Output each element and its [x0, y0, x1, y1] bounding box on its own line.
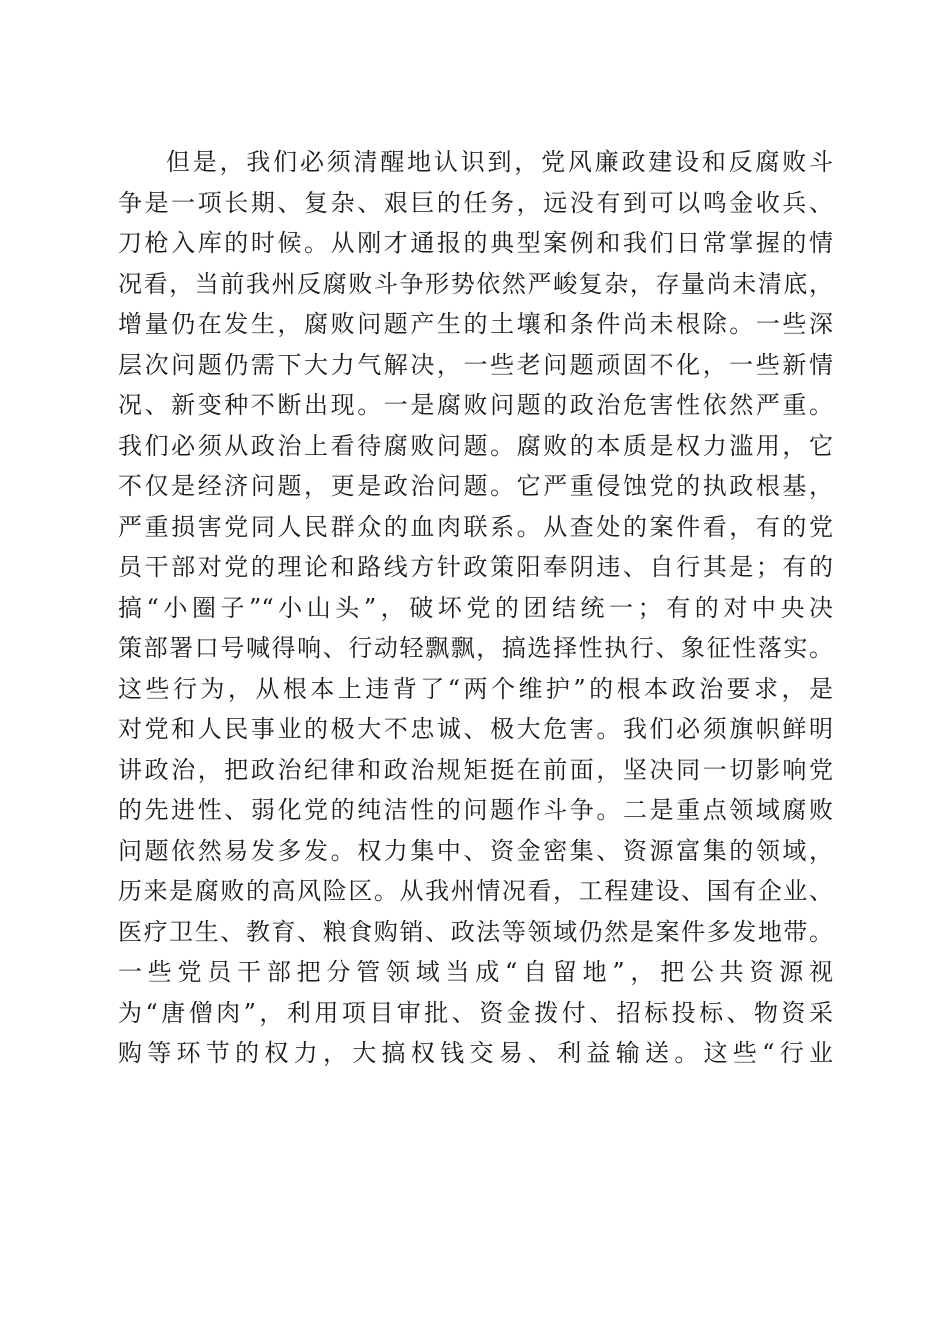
text-line: 讲政治，把政治纪律和政治规矩挺在前面，坚决同一切影响党: [118, 755, 833, 784]
text-line: 购等环节的权力，大搞权钱交易、利益输送。这些“行业: [118, 1039, 833, 1067]
text-line: 况看，当前我州反腐败斗争形势依然严峻复杂，存量尚未清底，: [118, 269, 833, 298]
text-line: 一些党员干部把分管领域当成“自留地”，把公共资源视: [118, 958, 833, 986]
text-line: 的先进性、弱化党的纯洁性的问题作斗争。二是重点领域腐败: [118, 796, 833, 824]
text-line: 历来是腐败的高风险区。从我州情况看，工程建设、国有企业、: [118, 877, 833, 905]
body-paragraph: [118, 142, 833, 1074]
text-line: 策部署口号喊得响、行动轻飘飘，搞选择性执行、象征性落实。: [118, 634, 833, 662]
text-line: 为“唐僧肉”，利用项目审批、资金拨付、招标投标、物资采: [118, 998, 833, 1027]
text-line: 这些行为，从根本上违背了“两个维护”的根本政治要求，是: [118, 674, 833, 703]
text-line: 对党和人民事业的极大不忠诚、极大危害。我们必须旗帜鲜明: [118, 715, 833, 743]
text-line: 争是一项长期、复杂、艰巨的任务，远没有到可以鸣金收兵、: [118, 188, 833, 217]
text-line: 医疗卫生、教育、粮食购销、政法等领域仍然是案件多发地带。: [118, 917, 833, 946]
text-line: 我们必须从政治上看待腐败问题。腐败的本质是权力滥用，它: [118, 431, 833, 460]
text-line: 刀枪入库的时候。从刚才通报的典型案例和我们日常掌握的情: [118, 229, 833, 257]
text-line: 问题依然易发多发。权力集中、资金密集、资源富集的领域，: [118, 836, 833, 865]
text-line: 层次问题仍需下大力气解决，一些老问题顽固不化，一些新情: [118, 350, 833, 379]
text-line: 况、新变种不断出现。一是腐败问题的政治危害性依然严重。: [118, 391, 833, 419]
text-line: 员干部对党的理论和路线方针政策阳奉阴违、自行其是；有的: [118, 553, 833, 581]
text-line: 搞“小圈子”“小山头”，破坏党的团结统一；有的对中央决: [118, 593, 833, 622]
text-line: 严重损害党同人民群众的血肉联系。从查处的案件看，有的党: [118, 512, 833, 541]
text-line: 增量仍在发生，腐败问题产生的土壤和条件尚未根除。一些深: [118, 310, 833, 338]
text-line: 但是，我们必须清醒地认识到，党风廉政建设和反腐败斗: [166, 148, 833, 176]
text-line: 不仅是经济问题，更是政治问题。它严重侵蚀党的执政根基，: [118, 472, 833, 500]
